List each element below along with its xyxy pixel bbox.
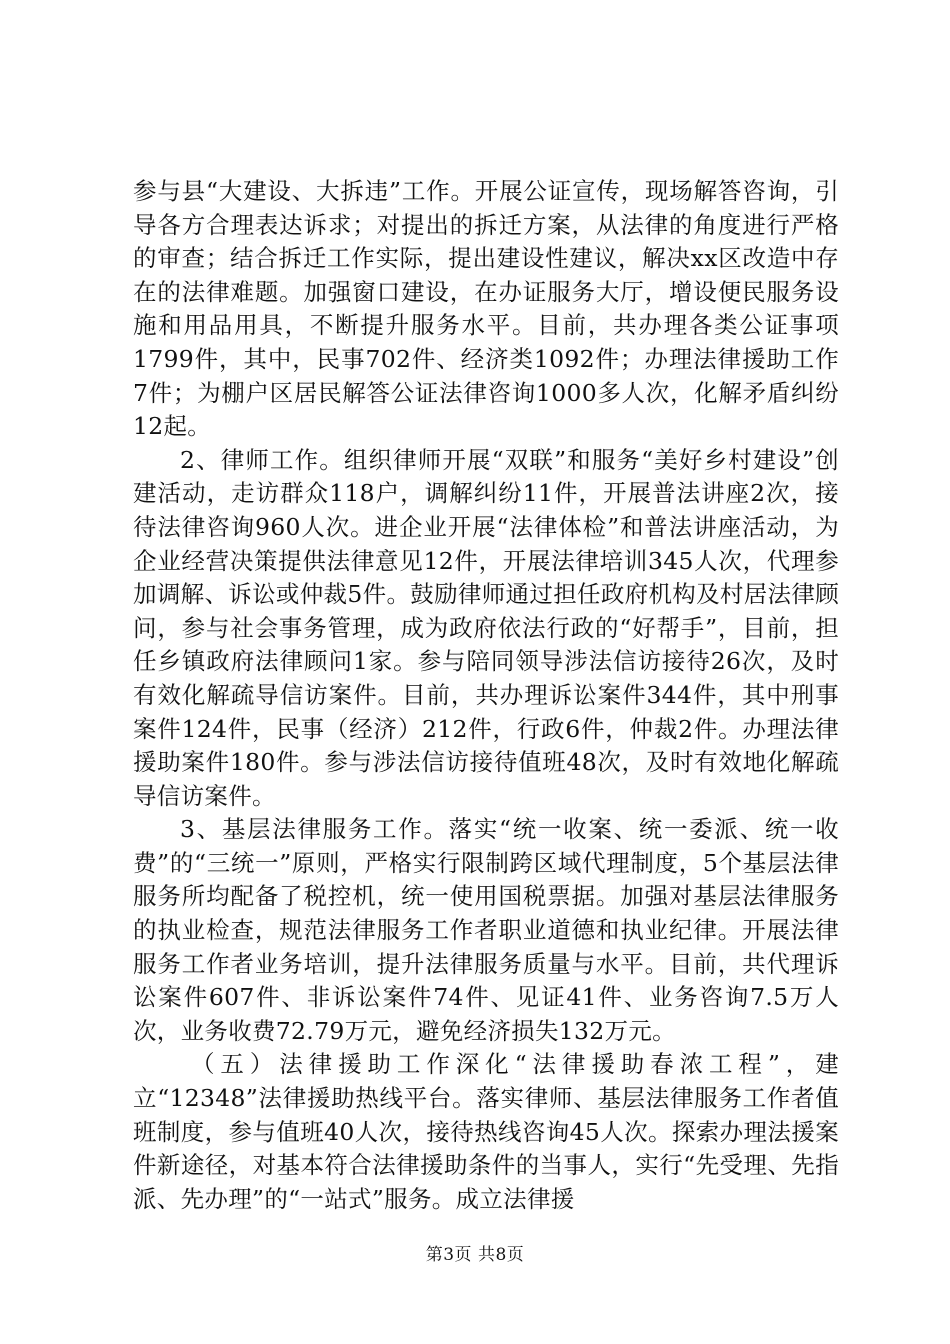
- paragraph-legal-aid: （五）法律援助工作深化“法律援助春浓工程”，建立“12348”法律援助热线平台。落实律师、基层法律服务工作者值班制度，参与值班40人次，接待热线咨询45人次。探索办理法援案件新途径，对基本符合法律援助条件的当事人，实行“先受理、先指派、先办理”的“一站式”服务。成立法律援: [133, 1050, 839, 1213]
- paragraph-notary-work: 参与县“大建设、大拆违”工作。开展公证宣传，现场解答咨询，引导各方合理表达诉求；对提出的拆迁方案，从法律的角度进行严格的审查；结合拆迁工作实际，提出建设性建议，解决xx区改造中存在的法律难题。加强窗口建设，在办证服务大厅，增设便民服务设施和用品用具，不断提升服务水平。目前，共办理各类公证事项1799件，其中，民事702件、经济类1092件；办理法律援助工作7件；为棚户区居民解答公证法律咨询1000多人次，化解矛盾纠纷12起。: [133, 177, 839, 441]
- paragraph-lawyer-work: 2、律师工作。组织律师开展“双联”和服务“美好乡村建设”创建活动，走访群众118户，调解纠纷11件，开展普法讲座2次，接待法律咨询960人次。进企业开展“法律体检”和普法讲座活动，为企业经营决策提供法律意见12件，开展法律培训345人次，代理参加调解、诉讼或仲裁5件。鼓励律师通过担任政府机构及村居法律顾问，参与社会事务管理，成为政府依法行政的“好帮手”，目前，担任乡镇政府法律顾问1家。参与陪同领导涉法信访接待26次，及时有效化解疏导信访案件。目前，共办理诉讼案件344件，其中刑事案件124件，民事（经济）212件，行政6件，仲裁2件。办理法律援助案件180件。参与涉法信访接待值班48次，及时有效地化解疏导信访案件。: [133, 445, 839, 810]
- document-body: [133, 175, 839, 1216]
- page-number-footer: 第3页 共8页: [425, 1245, 525, 1265]
- paragraph-grassroots-legal-service: 3、基层法律服务工作。落实“统一收案、统一委派、统一收费”的“三统一”原则，严格实行限制跨区域代理制度，5个基层法律服务所均配备了税控机，统一使用国税票据。加强对基层法律服务的执业检查，规范法律服务工作者职业道德和执业纪律。开展法律服务工作者业务培训，提升法律服务质量与水平。目前，共代理诉讼案件607件、非诉讼案件74件、见证41件、业务咨询7.5万人次，业务收费72.79万元，避免经济损失132万元。: [133, 815, 839, 1045]
